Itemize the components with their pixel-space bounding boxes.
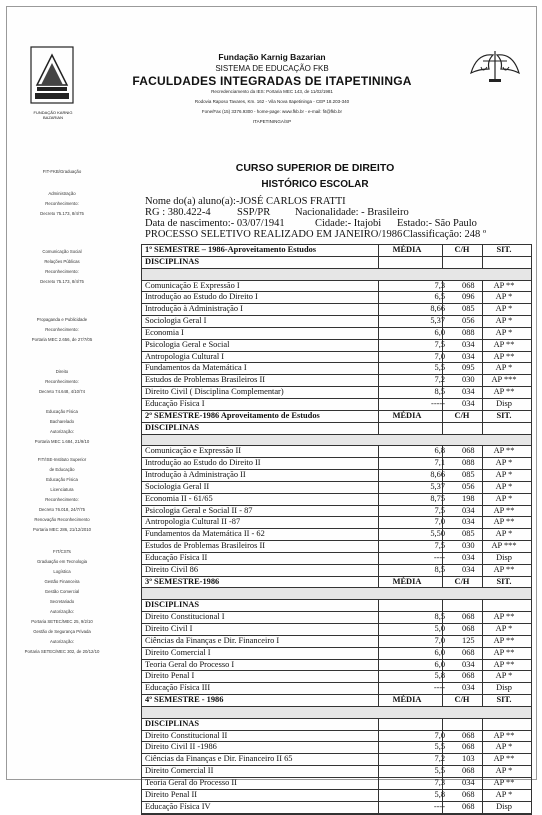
hours-cell: 034 <box>462 517 475 527</box>
discipline-cell: Introdução à Administração II <box>145 470 246 480</box>
sidebar-line: Gestão Financeira <box>44 579 80 584</box>
table-row <box>142 506 531 518</box>
disciplines-header-row <box>142 257 531 269</box>
sidebar-line: FIT-FKB/Graduação <box>42 169 82 174</box>
address-line: Rodovia Raposo Tavares, Km. 162 - Vila Nova Itapetininga - CEP 18.203-340 <box>194 99 350 104</box>
table-row <box>142 553 531 565</box>
grade-cell: 5,5 <box>434 766 445 776</box>
status-cell: AP *** <box>491 375 517 385</box>
table-row <box>142 352 531 364</box>
status-cell: AP ** <box>493 730 515 740</box>
sidebar-line: Portaria MEC 2.656, de 27/7/05 <box>31 337 93 342</box>
discipline-cell: DISCIPLINAS <box>145 718 199 728</box>
table-row <box>142 316 531 328</box>
discipline-cell: Direito Penal II <box>145 789 198 799</box>
semester-header-row <box>142 411 531 423</box>
sidebar-line: Portaria MEC 1.684, 21/9/10 <box>34 439 90 444</box>
status-cell: AP ** <box>493 612 515 622</box>
status-cell: AP * <box>495 292 513 302</box>
discipline-cell: Economia I <box>145 327 184 337</box>
discipline-cell: 2º SEMESTRE-1986 Aproveitamento de Estudos <box>145 410 320 420</box>
grade-cell: 8,5 <box>434 612 445 622</box>
sidebar-line: Secretariado <box>49 599 75 604</box>
discipline-cell: Antropologia Cultural II -87 <box>145 517 241 527</box>
discipline-cell: Psicologia Geral e Social II - 87 <box>145 505 253 515</box>
sidebar-line: Decreto 76.018, 24/7/75 <box>38 507 86 512</box>
status-cell: AP * <box>495 671 513 681</box>
sidebar-line: Reconhecimento: <box>45 201 79 206</box>
table-row <box>142 778 531 790</box>
status-cell: AP * <box>495 529 513 539</box>
sidebar-line: Direito <box>55 369 69 374</box>
status-cell: AP ** <box>493 564 515 574</box>
grade-cell: 6,0 <box>434 327 445 337</box>
discipline-cell: Economia II - 61/65 <box>145 493 213 503</box>
discipline-cell: Direito Penal I <box>145 671 195 681</box>
status-cell: SIT. <box>496 410 512 420</box>
hours-cell: 030 <box>462 541 475 551</box>
status-cell: AP ** <box>493 659 515 669</box>
status-cell: AP ** <box>493 754 515 764</box>
sidebar-line: Propaganda e Publicidade <box>36 317 88 322</box>
hours-cell: 056 <box>462 316 475 326</box>
hours-cell: 034 <box>462 552 475 562</box>
status-cell: AP * <box>495 470 513 480</box>
status-cell: SIT. <box>496 695 512 705</box>
sidebar-line: Comunicação Social <box>42 249 82 254</box>
hours-cell: 034 <box>462 564 475 574</box>
hours-cell: 198 <box>462 493 475 503</box>
table-row <box>142 292 531 304</box>
hours-cell: 095 <box>462 363 475 373</box>
foundation-logo-icon <box>27 45 77 105</box>
discipline-cell: Teoria Geral do Processo I <box>145 659 235 669</box>
grade-cell: 7,0 <box>434 517 445 527</box>
grade-cell: 8,66 <box>430 304 445 314</box>
status-cell: AP *** <box>491 541 517 551</box>
sidebar-line: Renovação Reconhecimento <box>34 517 90 522</box>
discipline-cell: Estudos de Problemas Brasileiros II <box>145 375 266 385</box>
table-row <box>142 446 531 458</box>
grade-cell: 7,3 <box>434 777 445 787</box>
grade-cell: ---- <box>433 552 445 562</box>
student-name: Nome do(a) aluno(a):-JOSÉ CARLOS FRATTI <box>145 196 346 207</box>
hours-cell: 034 <box>462 505 475 515</box>
hours-cell: 068 <box>462 742 475 752</box>
sidebar-line: Autorização: <box>50 429 74 434</box>
semester-header-row <box>142 695 531 707</box>
hours-cell: 030 <box>462 375 475 385</box>
sidebar-line: Gestão de Segurança Privada <box>33 629 91 634</box>
discipline-cell: Educação Física II <box>145 552 208 562</box>
status-cell: Disp <box>496 801 512 811</box>
table-row <box>142 470 531 482</box>
hours-cell: C/H <box>454 410 470 420</box>
sidebar-group <box>7 247 117 287</box>
sidebar-line: Autorização: <box>50 609 74 614</box>
hours-cell: 085 <box>462 529 475 539</box>
grade-cell: 8,75 <box>430 493 445 503</box>
table-row <box>142 612 531 624</box>
table-row <box>142 648 531 660</box>
hours-cell: 088 <box>462 327 475 337</box>
grade-cell: 5,8 <box>434 671 445 681</box>
table-row <box>142 802 531 814</box>
grade-cell: MÉDIA <box>392 410 422 420</box>
table-row <box>142 671 531 683</box>
sidebar-group <box>7 167 117 177</box>
selection-process-line: PROCESSO SELETIVO REALIZADO EM JANEIRO/1986Classificação: 248 º <box>145 229 487 240</box>
grade-cell: 5,8 <box>434 789 445 799</box>
sidebar-group <box>7 407 117 447</box>
discipline-cell: Direito Comercial II <box>145 766 214 776</box>
shaded-spacer-row <box>142 588 531 600</box>
status-cell: AP ** <box>493 280 515 290</box>
hours-cell: C/H <box>454 245 470 254</box>
grade-cell: 6,0 <box>434 647 445 657</box>
status-cell: AP ** <box>493 635 515 645</box>
status-cell: AP ** <box>493 505 515 515</box>
hours-cell: 034 <box>462 351 475 361</box>
sidebar-line: Logística <box>53 569 71 574</box>
discipline-cell: DISCIPLINAS <box>145 422 199 432</box>
sidebar-line: Reconhecimento: <box>45 497 79 502</box>
table-row <box>142 281 531 293</box>
discipline-cell: Fundamentos da Matemática I <box>145 363 247 373</box>
sidebar-line: Portaria MEC 286, 21/12/2010 <box>32 527 92 532</box>
discipline-cell: Introdução ao Estudo do Direito I <box>145 292 258 302</box>
address-line: ITAPETININGA/SP <box>252 119 292 124</box>
shaded-spacer-row <box>142 269 531 281</box>
discipline-cell: Direito Civil ( Disciplina Complementar) <box>145 387 284 397</box>
discipline-cell: Sociologia Geral I <box>145 316 207 326</box>
discipline-cell: Estudos de Problemas Brasileiros II <box>145 541 266 551</box>
status-cell: AP ** <box>493 387 515 397</box>
status-cell: AP * <box>495 766 513 776</box>
grade-cell: 7,5 <box>434 339 445 349</box>
discipline-cell: DISCIPLINAS <box>145 600 199 610</box>
sidebar-group <box>7 547 117 657</box>
table-row <box>142 754 531 766</box>
hours-cell: C/H <box>454 695 470 705</box>
sidebar-line: Portaria SETEC/MEC 302, de 20/12/10 <box>24 649 100 654</box>
logo-caption: FUNDAÇÃO KARNIG BAZARIAN <box>33 110 73 120</box>
sidebar-line: Reconhecimento: <box>45 269 79 274</box>
status-cell: Disp <box>496 683 512 693</box>
status-cell: AP ** <box>493 446 515 456</box>
sidebar-group <box>7 367 117 397</box>
table-row <box>142 636 531 648</box>
table-row <box>142 790 531 802</box>
hours-cell: 068 <box>462 624 475 633</box>
hours-cell: 068 <box>462 801 475 811</box>
status-cell: AP ** <box>493 339 515 349</box>
status-cell: AP ** <box>493 351 515 361</box>
table-row <box>142 328 531 340</box>
institution-seal-icon <box>467 47 523 85</box>
sidebar-group <box>7 455 117 535</box>
shaded-spacer-row <box>142 707 531 719</box>
discipline-cell: 1º SEMESTRE – 1986-Aproveitamento Estudos <box>145 245 317 254</box>
discipline-cell: Fundamentos da Matemática II - 62 <box>145 529 265 539</box>
disciplines-header-row <box>142 600 531 612</box>
sidebar-group <box>7 315 117 345</box>
sidebar-line: Reconhecimento: <box>45 327 79 332</box>
discipline-cell: Teoria Geral do Processo II <box>145 777 237 787</box>
hours-cell: 034 <box>462 683 475 693</box>
status-cell: AP ** <box>493 517 515 527</box>
course-title: CURSO SUPERIOR DE DIREITO <box>235 162 395 174</box>
hours-cell: 085 <box>462 470 475 480</box>
status-cell: AP * <box>495 789 513 799</box>
sidebar-line: Relações Públicas <box>44 259 80 264</box>
status-cell: SIT. <box>496 576 512 586</box>
status-cell: AP * <box>495 327 513 337</box>
discipline-cell: Ciências da Finanças e Dir. Financeiro II 65 <box>145 754 293 764</box>
hours-cell: 034 <box>462 339 475 349</box>
grade-cell: 8,5 <box>434 387 445 397</box>
status-cell: AP * <box>495 493 513 503</box>
semester-header-row <box>142 577 531 589</box>
hours-cell: 068 <box>462 446 475 456</box>
grade-cell: 8,5 <box>434 564 445 574</box>
hours-cell: 034 <box>462 398 475 408</box>
semester-header-row <box>142 245 531 257</box>
address-line: Fone/Fax (15) 3376.9300 - home-page: www.fkb.br - e-mail: fit@fkb.br <box>201 109 343 114</box>
sidebar-line: Portaria SETEC/MEC 25, 9/2/10 <box>31 619 93 624</box>
table-row <box>142 541 531 553</box>
discipline-cell: 4º SEMESTRE - 1986 <box>145 695 224 705</box>
hours-cell: 034 <box>462 777 475 787</box>
foundation-name: Fundação Karnig Bazarian <box>218 52 326 62</box>
grade-cell: 8,66 <box>430 470 445 480</box>
hours-cell: 096 <box>462 292 475 302</box>
discipline-cell: Direito Civil 86 <box>145 564 199 574</box>
status-cell: AP * <box>495 481 513 491</box>
hours-cell: 068 <box>462 647 475 657</box>
sidebar-line: Gestão Comercial <box>44 589 80 594</box>
grade-cell: MÉDIA <box>392 695 422 705</box>
grade-cell: 7,2 <box>434 375 445 385</box>
sidebar-line: FIT/ISE-Instituto Superior <box>37 457 87 462</box>
grade-cell: 6,5 <box>434 292 445 302</box>
discipline-cell: Antropologia Cultural I <box>145 351 225 361</box>
sidebar-group <box>7 189 117 219</box>
grade-cell: ---- <box>433 801 445 811</box>
discipline-cell: Psicologia Geral e Social <box>145 339 230 349</box>
status-cell: AP * <box>495 624 513 633</box>
grade-cell: 7,3 <box>434 280 445 290</box>
grade-cell: 5,5 <box>434 363 445 373</box>
discipline-cell: Direito Comercial I <box>145 647 211 657</box>
discipline-cell: Educação Física IV <box>145 801 211 811</box>
hours-cell: C/H <box>454 576 470 586</box>
sidebar-line: Bacharelado <box>49 419 75 424</box>
discipline-cell: Direito Constitucional I <box>145 612 225 622</box>
hours-cell: 068 <box>462 766 475 776</box>
table-row <box>142 517 531 529</box>
table-row <box>142 458 531 470</box>
hours-cell: 056 <box>462 481 475 491</box>
table-row <box>142 624 531 636</box>
disciplines-header-row <box>142 423 531 435</box>
hours-cell: 125 <box>462 635 475 645</box>
sidebar-line: FIT/CSTs <box>53 549 71 554</box>
status-cell: Disp <box>496 398 512 408</box>
table-row <box>142 731 531 743</box>
grade-cell: 7,1 <box>434 458 445 468</box>
discipline-cell: Educação Física I <box>145 398 205 408</box>
sidebar-line: Graduação em Tecnologia <box>36 559 88 564</box>
table-row <box>142 565 531 577</box>
status-cell: AP * <box>495 363 513 373</box>
grade-cell: 7,2 <box>434 754 445 764</box>
table-row <box>142 482 531 494</box>
institution-name: FACULDADES INTEGRADAS DE ITAPETININGA <box>132 74 412 88</box>
discipline-cell: Introdução à Administração I <box>145 304 243 314</box>
sidebar-line: Decreto 75.173, 8/4/75 <box>40 211 84 216</box>
hours-cell: 085 <box>462 304 475 314</box>
student-birth-line: Data de nascimento:- 03/07/1941 Cidade:- Itajobi Estado:- São Paulo <box>145 218 477 229</box>
document-page <box>6 6 537 811</box>
grade-cell: 5,5 <box>434 742 445 752</box>
status-cell: AP * <box>495 458 513 468</box>
sidebar-line: Licenciatura <box>50 487 74 492</box>
table-row <box>142 742 531 754</box>
grade-cell: 7,5 <box>434 505 445 515</box>
status-cell: AP ** <box>493 777 515 787</box>
discipline-cell: Educação Física III <box>145 683 211 693</box>
status-cell: AP * <box>495 742 513 752</box>
status-cell: AP ** <box>493 647 515 657</box>
table-row <box>142 766 531 778</box>
grade-cell: ---- <box>433 683 445 693</box>
grade-cell: 7,0 <box>434 635 445 645</box>
grade-cell: 5,50 <box>430 529 445 539</box>
document-title: HISTÓRICO ESCOLAR <box>261 179 369 190</box>
discipline-cell: DISCIPLINAS <box>145 256 199 266</box>
grade-cell: MÉDIA <box>392 576 422 586</box>
grade-cell: 7,5 <box>434 541 445 551</box>
table-row <box>142 399 531 411</box>
grade-cell: MÉDIA <box>392 245 422 254</box>
sidebar-line: de Educação <box>49 467 75 472</box>
table-row <box>142 375 531 387</box>
student-id-line: RG : 380.422-4 SSP/PR Nacionalidade: - Brasileiro <box>145 207 409 218</box>
hours-cell: 103 <box>462 754 475 764</box>
table-row <box>142 340 531 352</box>
hours-cell: 068 <box>462 730 475 740</box>
grade-cell: 5,0 <box>434 624 445 633</box>
discipline-cell: Introdução ao Estudo do Direito II <box>145 458 261 468</box>
status-cell: AP * <box>495 304 513 314</box>
discipline-cell: Direito Civil II -1986 <box>145 742 217 752</box>
discipline-cell: Ciências da Finanças e Dir. Financeiro I <box>145 635 280 645</box>
status-cell: SIT. <box>496 245 512 254</box>
address-line: Recredenciamento da IES: Portaria MEC 143, de 11/02/1981 <box>211 89 333 94</box>
grades-table <box>141 244 532 815</box>
table-row <box>142 363 531 375</box>
table-row <box>142 387 531 399</box>
grade-cell: 6,0 <box>434 659 445 669</box>
grade-cell: 7,0 <box>434 730 445 740</box>
grade-cell: 7,0 <box>434 351 445 361</box>
education-system: SISTEMA DE EDUCAÇÃO FKB <box>215 64 329 73</box>
hours-cell: 068 <box>462 671 475 681</box>
hours-cell: 088 <box>462 458 475 468</box>
sidebar-line: Educação Física <box>46 409 78 414</box>
status-cell: AP * <box>495 316 513 326</box>
hours-cell: 068 <box>462 789 475 799</box>
sidebar-line: Reconhecimento: <box>45 379 79 384</box>
sidebar-line: Decreto 75.173, 8/4/75 <box>40 279 84 284</box>
hours-cell: 034 <box>462 659 475 669</box>
sidebar-line: Decreto 74.648, 4/10/74 <box>38 389 86 394</box>
status-cell: Disp <box>496 552 512 562</box>
hours-cell: 068 <box>462 280 475 290</box>
shaded-spacer-row <box>142 435 531 447</box>
hours-cell: 034 <box>462 387 475 397</box>
grade-cell: 5,37 <box>430 316 445 326</box>
discipline-cell: Comunicação e Expressão II <box>145 446 242 456</box>
table-row <box>142 304 531 316</box>
grade-cell: 6,8 <box>434 446 445 456</box>
table-row <box>142 660 531 672</box>
table-row <box>142 494 531 506</box>
discipline-cell: 3º SEMESTRE-1986 <box>145 576 220 586</box>
table-row <box>142 683 531 695</box>
disciplines-header-row <box>142 719 531 731</box>
discipline-cell: Direito Constitucional II <box>145 730 228 740</box>
sidebar-line: Educação Física <box>46 477 78 482</box>
sidebar-line: Autorização: <box>50 639 74 644</box>
grade-cell: 5,37 <box>430 481 445 491</box>
grade-cell: ----- <box>431 398 445 408</box>
hours-cell: 068 <box>462 612 475 622</box>
sidebar-line: Administração <box>48 191 76 196</box>
discipline-cell: Direito Civil I <box>145 624 193 633</box>
discipline-cell: Sociologia Geral II <box>145 481 210 491</box>
discipline-cell: Comunicação E Expressão I <box>145 280 240 290</box>
table-row <box>142 529 531 541</box>
